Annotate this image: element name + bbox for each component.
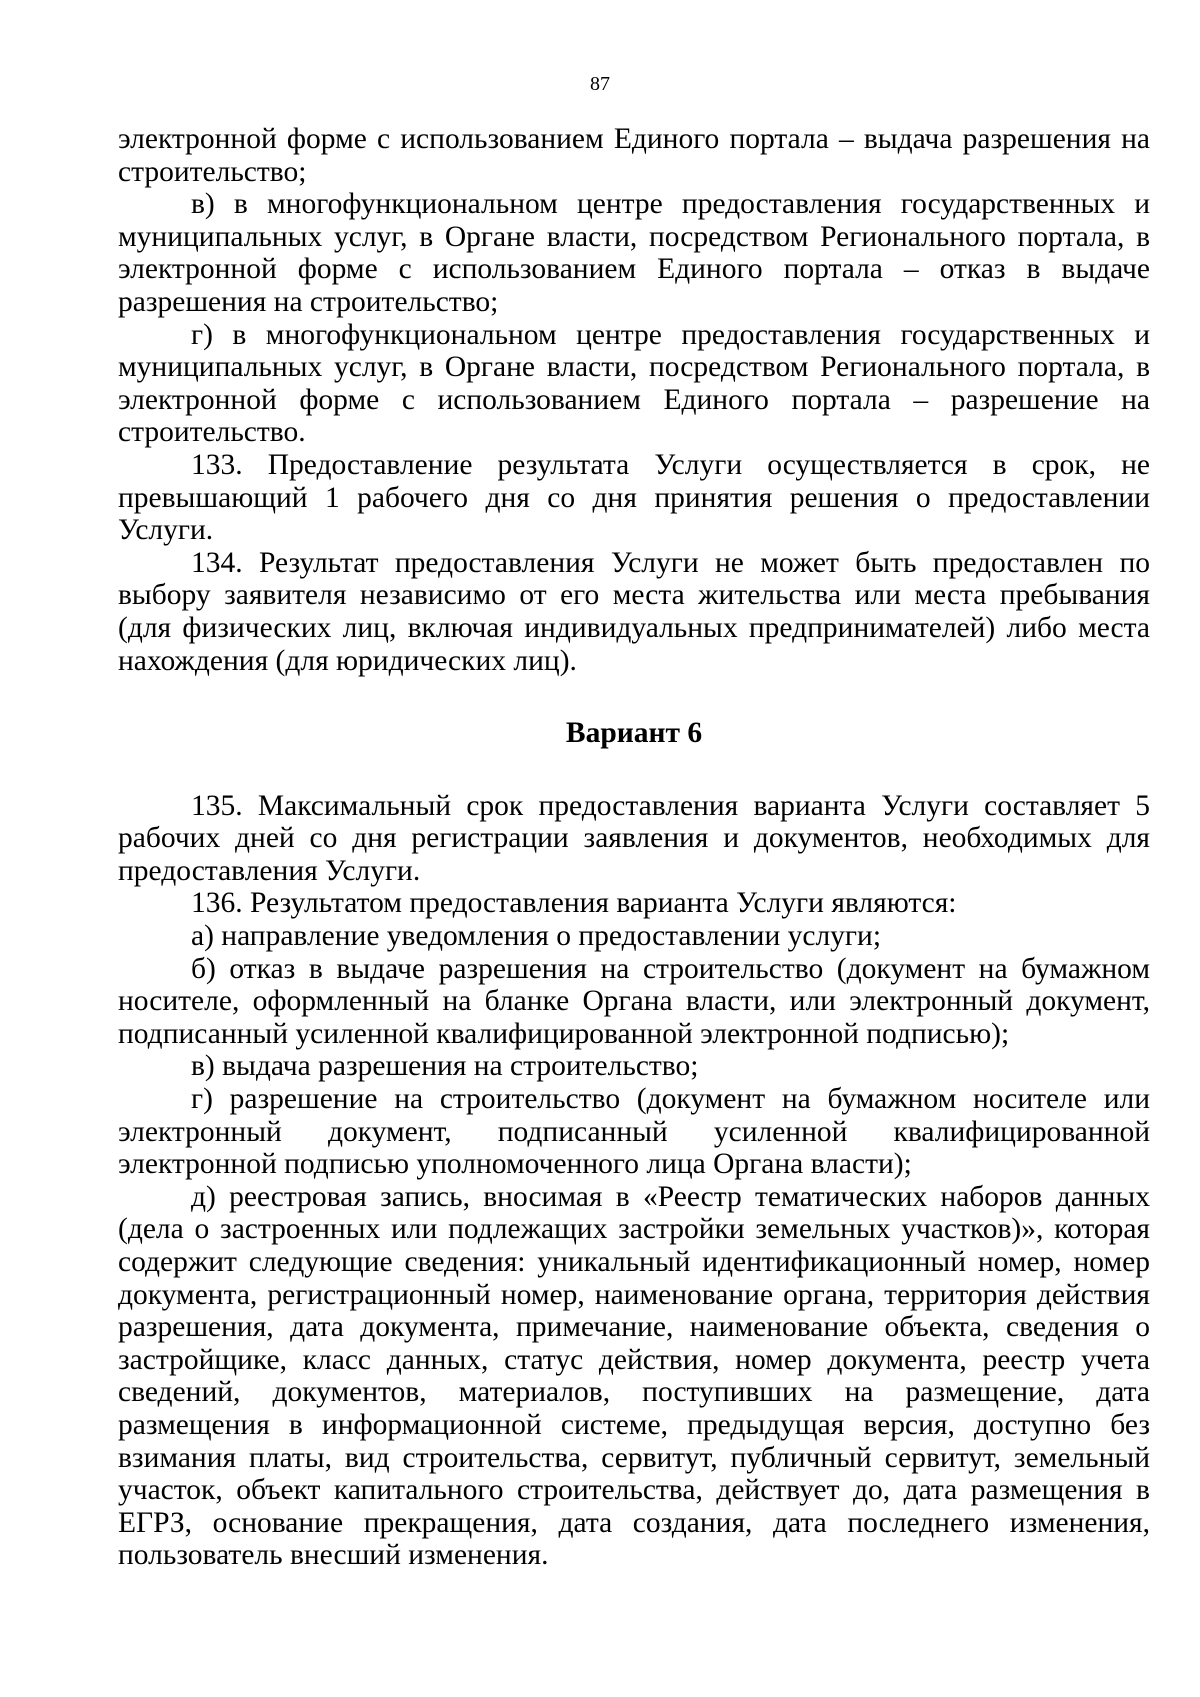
paragraph: электронной форме с использованием Единого портала – выдача разрешения на строительство;	[118, 123, 1150, 188]
paragraph: 133. Предоставление результата Услуги осуществляется в срок, не превышающий 1 рабочего дня со дня принятия решения о предоставлении Услуги.	[118, 448, 1150, 547]
paragraph: в) в многофункциональном центре предоставления государственных и муниципальных услуг, в Органе власти, посредством Регионального портала, в электронной форме с использованием Единого портала – отказ в выдаче разрешения на строительство;	[118, 188, 1150, 318]
paragraph: д) реестровая запись, вносимая в «Реестр тематических наборов данных (дела о застроенных или подлежащих застройки земельных участков)», которая содержит следующие сведения: уникальный идентификационный номер, номер документа, регистрационный номер, наименование органа, территория действия разрешения, дата документа, примечание, наименование объекта, сведения о застройщике, класс данных, статус действия, номер документа, реестр учета сведений, документов, материалов, поступивших на размещение, дата размещения в информационной системе, предыдущая версия, доступно без взимания платы, вид строительства, сервитут, публичный сервитут, земельный участок, объект капитального строительства, действует до, дата размещения в ЕГРЗ, основание прекращения, дата создания, дата последнего изменения, пользователь внесший изменения.	[118, 1180, 1150, 1572]
paragraph: 136. Результатом предоставления варианта Услуги являются:	[191, 887, 957, 920]
paragraph: 134. Результат предоставления Услуги не может быть предоставлен по выбору заявителя независимо от его места жительства или места пребывания (для физических лиц, включая индивидуальных предпринимателей) либо места нахождения (для юридических лиц).	[118, 546, 1150, 677]
section-heading: Вариант 6	[565, 717, 703, 750]
document-body	[118, 123, 1150, 1572]
paragraph: а) направление уведомления о предоставлении услуги;	[191, 920, 882, 953]
paragraph: в) выдача разрешения на строительство;	[191, 1050, 699, 1083]
paragraph: г) разрешение на строительство (документ на бумажном носителе или электронный документ, подписанный усиленной квалифицированной электронной подписью уполномоченного лица Органа власти);	[118, 1083, 1150, 1181]
page-number: 87	[590, 73, 610, 95]
paragraph: 135. Максимальный срок предоставления варианта Услуги составляет 5 рабочих дней со дня регистрации заявления и документов, необходимых для предоставления Услуги.	[118, 789, 1150, 887]
paragraph: б) отказ в выдаче разрешения на строительство (документ на бумажном носителе, оформленный на бланке Органа власти, или электронный документ, подписанный усиленной квалифицированной электронной подписью);	[118, 952, 1150, 1050]
paragraph: г) в многофункциональном центре предоставления государственных и муниципальных услуг, в Органе власти, посредством Регионального портала, в электронной форме с использованием Единого портала – разрешение на строительство.	[118, 318, 1150, 449]
